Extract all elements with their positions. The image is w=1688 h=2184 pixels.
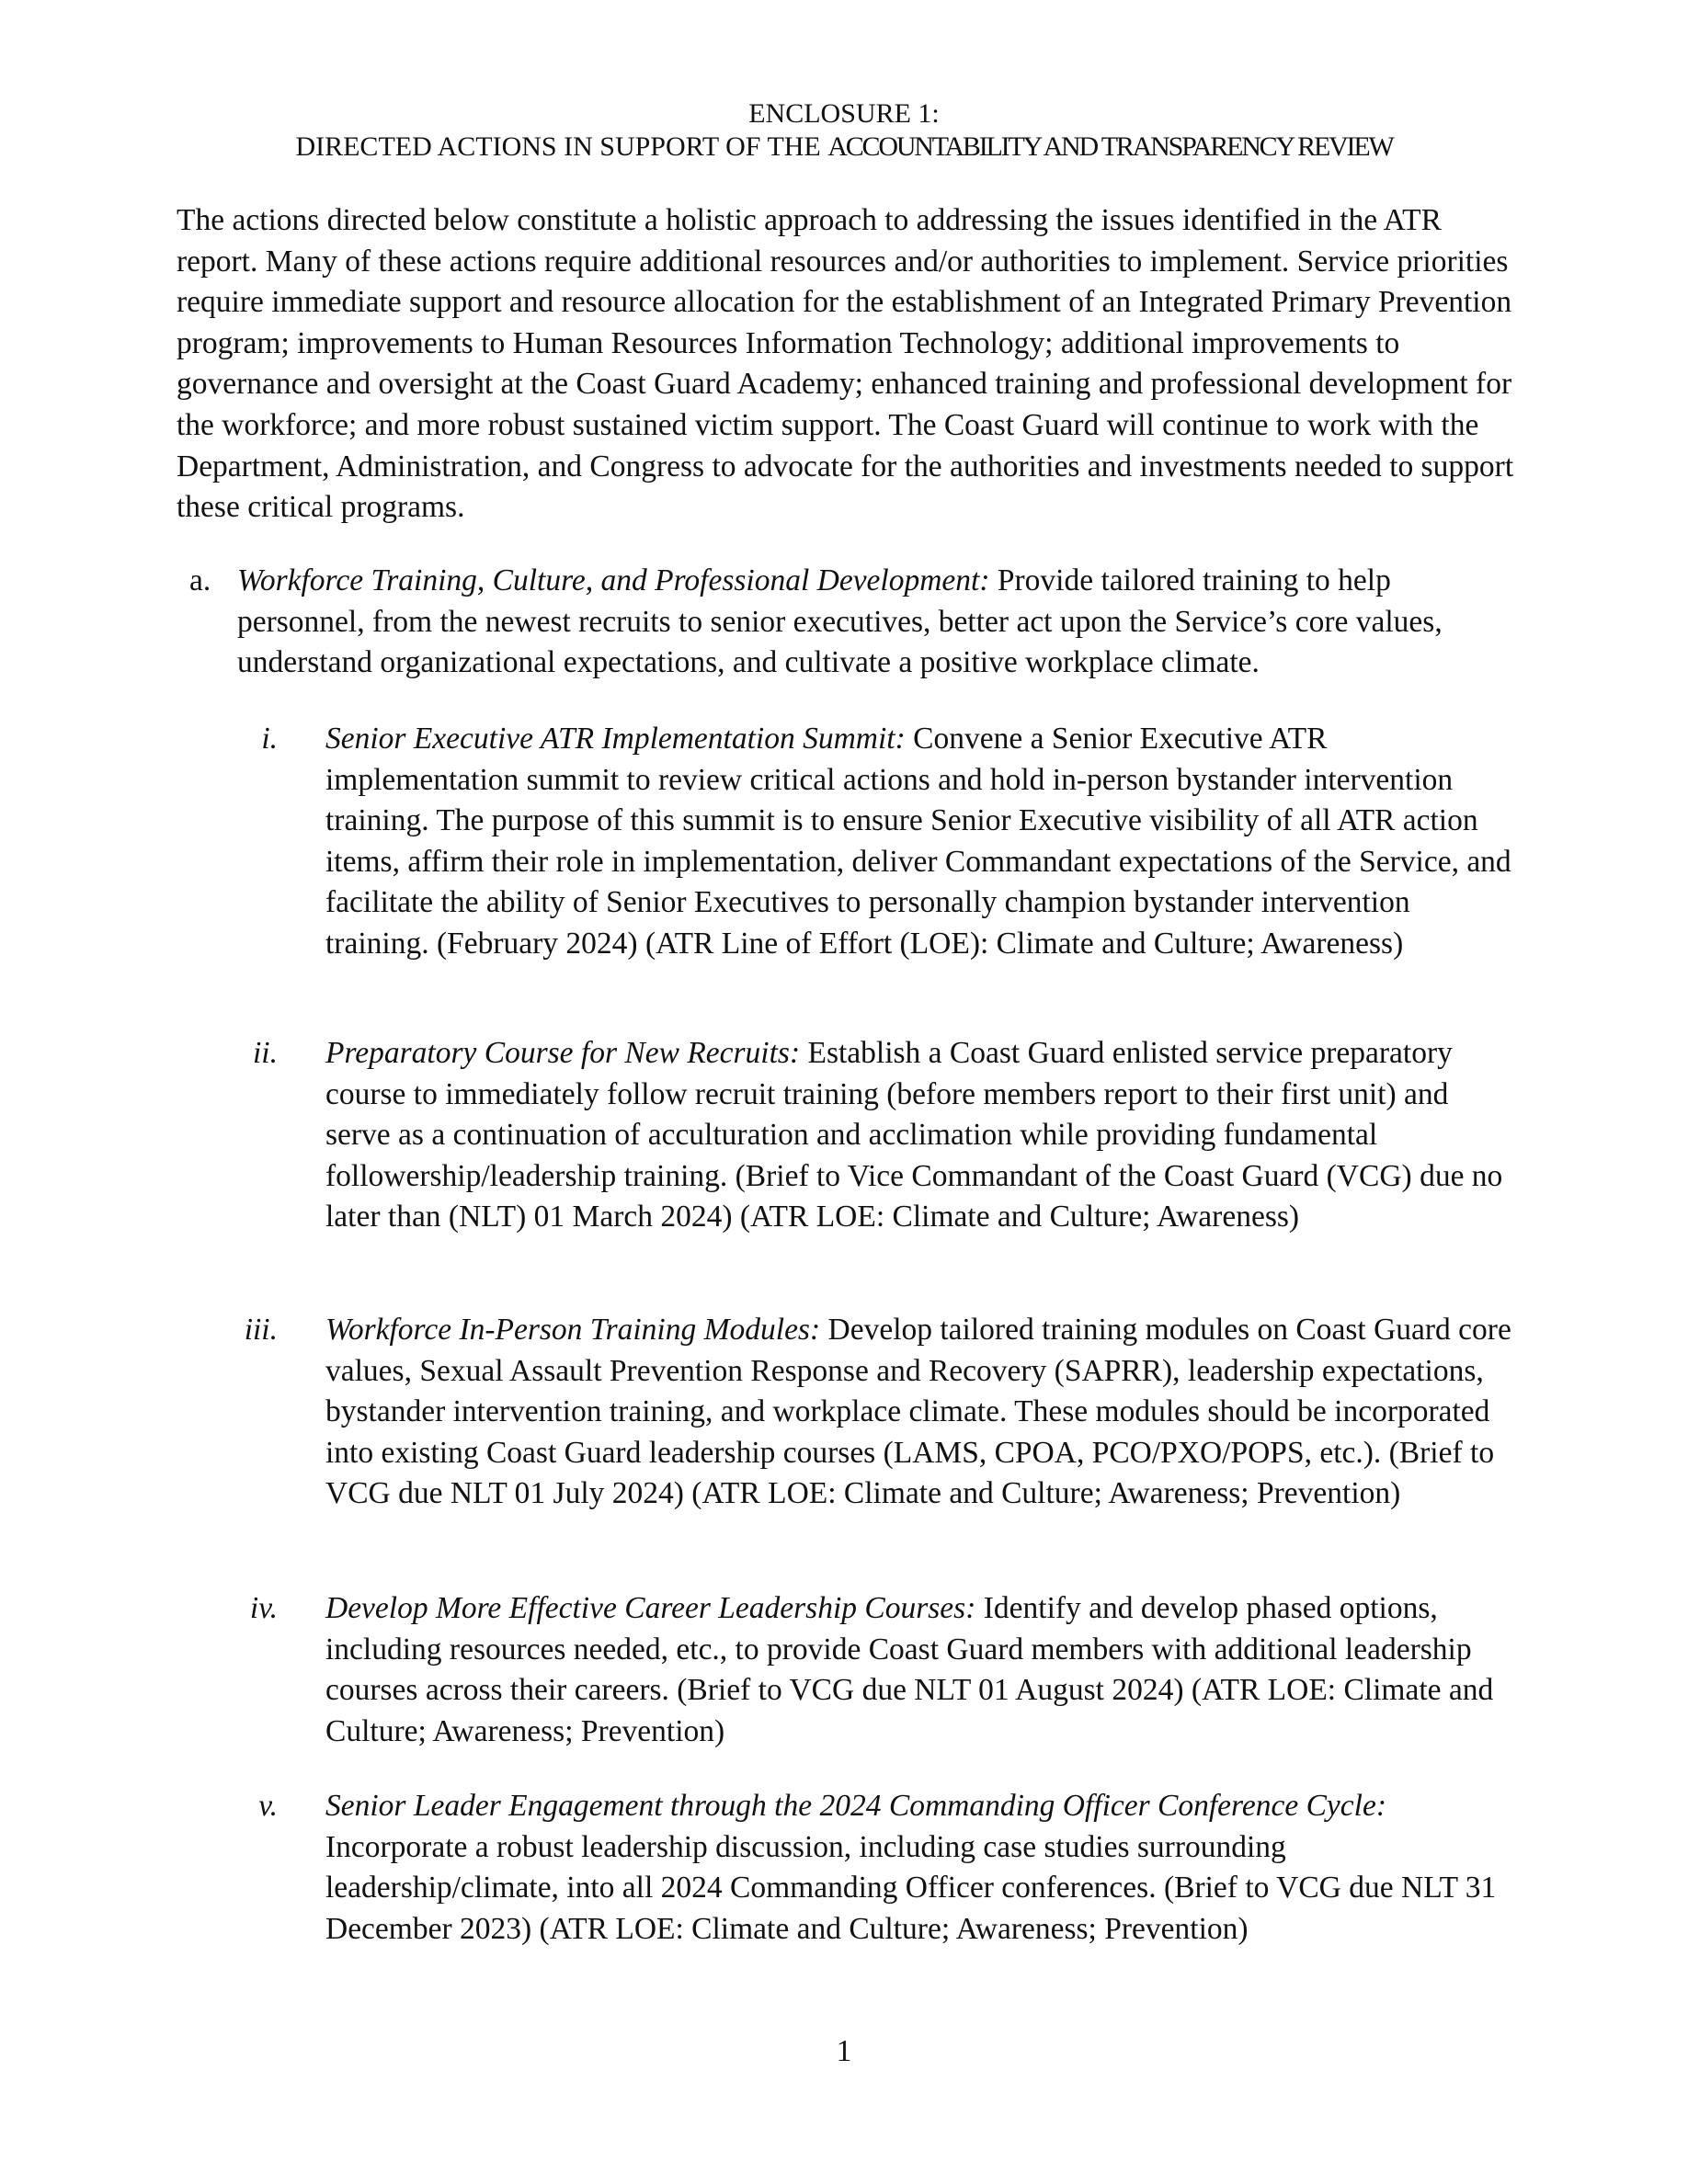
intro-paragraph: The actions directed below constitute a holistic approach to addressing the issues identified in the ATR report. Many of these actions require additional resources and/or authorities to implement. Service priorities require immediate support and resource allocation for the establishment of an Integrated Primary Prevention program; improvements to Human Resources Information Technology; additional improvements to governance and oversight at the Coast Guard Academy; enhanced training and professional development for the workforce; and more robust sustained victim support. The Coast Guard will continue to work with the Department, Administration, and Congress to advocate for the authorities and investments needed to support these critical programs. [177, 203, 1514, 525]
section-a-text: Provide tailored training to help personnel, from the newest recruits to senior executives, better act upon the Service’s core values, understand organizational expectations, and cultivate a positive workplace climate. [237, 563, 1443, 680]
header-line-2-condensed: ACCOUNTABILITY AND TRANSPARENCY REVIEW [827, 131, 1393, 162]
list-item-text: Incorporate a robust leadership discussion, including case studies surrounding leadership/climate, into all 2024 Commanding Officer conferences. (Brief to VCG due NLT 31 December 2023) (ATR LOE: Climate and Culture; Awareness; Prevention) [325, 1829, 1497, 1946]
list-item-text: Establish a Coast Guard enlisted service preparatory course to immediately follow recruit training (before members report to their first unit) and serve as a continuation of acculturation and acclimation while providing fundamental followership/leadership training. (Brief to Vice Commandant of the Coast Guard (VCG) due no later than (NLT) 01 March 2024) (ATR LOE: Climate and Culture; Awareness) [325, 1036, 1503, 1234]
section-a-body [237, 561, 1515, 684]
list-item-body [325, 719, 1511, 965]
list-item-title: Senior Leader Engagement through the 2024 Commanding Officer Conference Cycle: [325, 1789, 1386, 1823]
header-line-2-prefix: DIRECTED ACTIONS IN SUPPORT OF THE [295, 131, 821, 162]
list-item-title: Preparatory Course for New Recruits: [325, 1036, 801, 1070]
header-line-1: ENCLOSURE 1: [748, 98, 940, 129]
list-item-body [325, 1786, 1511, 1950]
list-item-title: Develop More Effective Career Leadership Courses: [325, 1591, 976, 1625]
section-a-title: Workforce Training, Culture, and Professional Development: [237, 563, 990, 597]
list-item-title: Senior Executive ATR Implementation Summit: [325, 722, 906, 756]
list-item-text: Convene a Senior Executive ATR implementation summit to review critical actions and hold in-person bystander intervention training. The purpose of this summit is to ensure Senior Executive visibility of all ATR action items, affirm their role in implementation, deliver Commandant expectations of the Service, and facilitate the ability of Senior Executives to personally champion bystander intervention training. (February 2024) (ATR Line of Effort (LOE): Climate and Culture; Awareness) [325, 722, 1511, 961]
page-number: 1 [836, 2034, 852, 2068]
list-item-number: ii. [253, 1036, 278, 1070]
list-item-number: i. [261, 722, 278, 756]
list-item-number: iii. [244, 1313, 278, 1347]
list-item-number: v. [258, 1789, 278, 1823]
section-a-marker: a. [189, 563, 211, 597]
list-item-text: Identify and develop phased options, including resources needed, etc., to provide Coast Guard members with additional leadership courses across their careers. (Brief to VCG due NLT 01 August 2024) (ATR LOE: Climate and Culture; Awareness; Prevention) [325, 1591, 1494, 1748]
list-item-title: Workforce In-Person Training Modules: [325, 1313, 821, 1347]
list-item-body [325, 1033, 1511, 1238]
list-item-body [325, 1588, 1511, 1752]
list-item-body [325, 1310, 1511, 1515]
list-item-number: iv. [249, 1591, 278, 1625]
enclosure-header [0, 97, 1688, 164]
header-line-2 [0, 131, 1688, 164]
list-item-text: Develop tailored training modules on Coast Guard core values, Sexual Assault Prevention Response and Recovery (SAPRR), leadership expectations, bystander intervention training, and workplace climate. These modules should be incorporated into existing Coast Guard leadership courses (LAMS, CPOA, PCO/PXO/POPS, etc.). (Brief to VCG due NLT 01 July 2024) (ATR LOE: Climate and Culture; Awareness; Prevention) [325, 1313, 1511, 1511]
